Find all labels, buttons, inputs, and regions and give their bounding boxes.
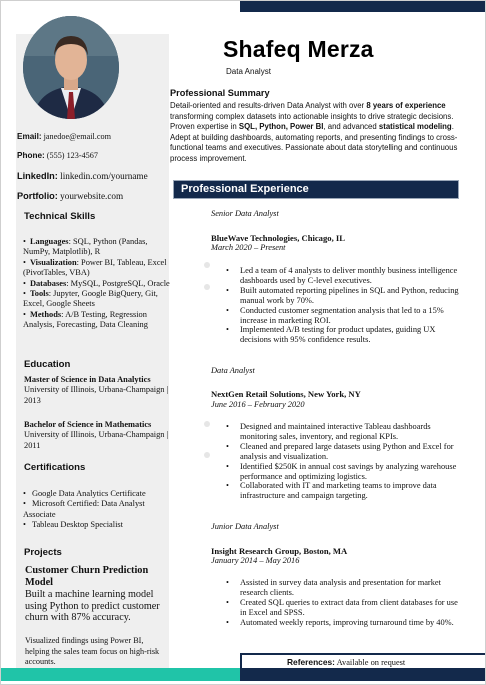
candidate-name: Shafeq Merza [223,36,374,62]
job-dates: January 2014 – May 2016 [211,556,300,565]
footer-accent-teal [0,668,240,681]
project-description: Built a machine learning model using Python to predict customer churn with 87% accuracy. [25,589,160,624]
skill-item: • Visualization: Power BI, Tableau, Excel (PivotTables, VBA) [23,258,171,279]
job-bullets [226,578,462,628]
job-company: NextGen Retail Solutions, New York, NY [211,389,361,399]
job-bullet: • Led a team of 4 analysts to deliver monthly business intelligence dashboards used by C-level executives. [226,266,462,286]
job-bullet: • Assisted in survey data analysis and presentation for market research clients. [226,578,462,598]
education-degree: Master of Science in Data Analytics [24,375,151,384]
education-item [24,420,169,451]
candidate-role: Data Analyst [226,67,271,76]
contact-linkedin: LinkedIn: linkedin.com/yourname [17,171,148,181]
skill-item: • Methods: A/B Testing, Regression Analysis, Forecasting, Data Cleaning [23,310,171,331]
job-bullets [226,422,462,501]
timeline-dot [204,284,210,290]
job-bullet: • Cleaned and prepared large datasets using Python and Excel for analysis and visualization. [226,442,462,462]
skills-list [23,237,171,331]
contact-phone: Phone: (555) 123-4567 [17,151,98,160]
job-bullet: • Conducted customer segmentation analysis that led to a 15% increase in marketing ROI. [226,306,462,326]
education-school: University of Illinois, Urbana-Champaign | 2013 [24,385,169,405]
job-bullet: • Collaborated with IT and marketing teams to improve data infrastructure and campaign targeting. [226,481,462,501]
timeline-dot [204,452,210,458]
certification-item: • Tableau Desktop Specialist [23,520,169,530]
job-level: Data Analyst [211,366,255,375]
experience-heading: Professional Experience [173,180,459,199]
job-company: Insight Research Group, Boston, MA [211,546,348,556]
certifications-list [23,489,169,531]
education-item [24,375,169,406]
certifications-heading: Certifications [24,462,86,473]
references-note: References: Available on request [240,653,486,668]
profile-photo [23,16,119,119]
summary-text: Detail-oriented and results-driven Data Analyst with over 8 years of experience transforming complex datasets into actionable insights to drive strategic decisions. Proven expertise in SQL, Python, Power BI, and advanced statistical modeling. Adept at building dashboards, automating reports, and presenting findings to cross-functional teams and executives. Passionate about data storytelling and continuous process improvement. [170,101,458,163]
education-degree: Bachelor of Science in Mathematics [24,420,152,429]
top-accent-bar [240,0,486,12]
footer-accent-navy [240,668,486,681]
job-bullet: • Identified $250K in annual cost savings by analyzing warehouse performance and optimizing logistics. [226,462,462,482]
education-heading: Education [24,359,71,370]
certification-item: • Google Data Analytics Certificate [23,489,169,499]
job-dates: June 2016 – February 2020 [211,400,305,409]
summary-heading: Professional Summary [170,88,270,98]
skill-item: • Tools: Jupyter, Google BigQuery, Git, Excel, Google Sheets [23,289,171,310]
contact-email: Email: janedoe@email.com [17,132,111,141]
project-description-secondary: Visualized findings using Power BI, helping the sales team focus on high-risk accounts. [25,636,160,666]
timeline-dot [204,262,210,268]
job-company: BlueWave Technologies, Chicago, IL [211,233,345,243]
job-bullet: • Automated weekly reports, improving turnaround time by 40%. [226,618,462,628]
certification-item: • Microsoft Certified: Data Analyst Associate [23,499,169,520]
job-bullet: • Built automated reporting pipelines in SQL and Python, reducing manual work by 70%. [226,286,462,306]
job-dates: March 2020 – Present [211,243,286,252]
job-level: Senior Data Analyst [211,209,279,218]
projects-heading: Projects [24,547,62,558]
skills-heading: Technical Skills [24,211,96,222]
contact-portfolio: Portfolio: yourwebsite.com [17,191,124,201]
job-bullet: • Designed and maintained interactive Tableau dashboards monitoring sales, inventory, and regional KPIs. [226,422,462,442]
skill-item: • Databases: MySQL, PostgreSQL, Oracle [23,279,171,289]
skill-item: • Languages: SQL, Python (Pandas, NumPy, Matplotlib), R [23,237,171,258]
timeline-dot [204,421,210,427]
job-bullet: • Implemented A/B testing for product updates, guiding UX decisions with 95% confidence results. [226,325,462,345]
project-title: Customer Churn Prediction Model [25,565,149,588]
job-bullet: • Created SQL queries to extract data from client databases for use in Excel and SPSS. [226,598,462,618]
job-bullets [226,266,462,345]
job-level: Junior Data Analyst [211,522,279,531]
education-school: University of Illinois, Urbana-Champaign | 2011 [24,430,169,450]
